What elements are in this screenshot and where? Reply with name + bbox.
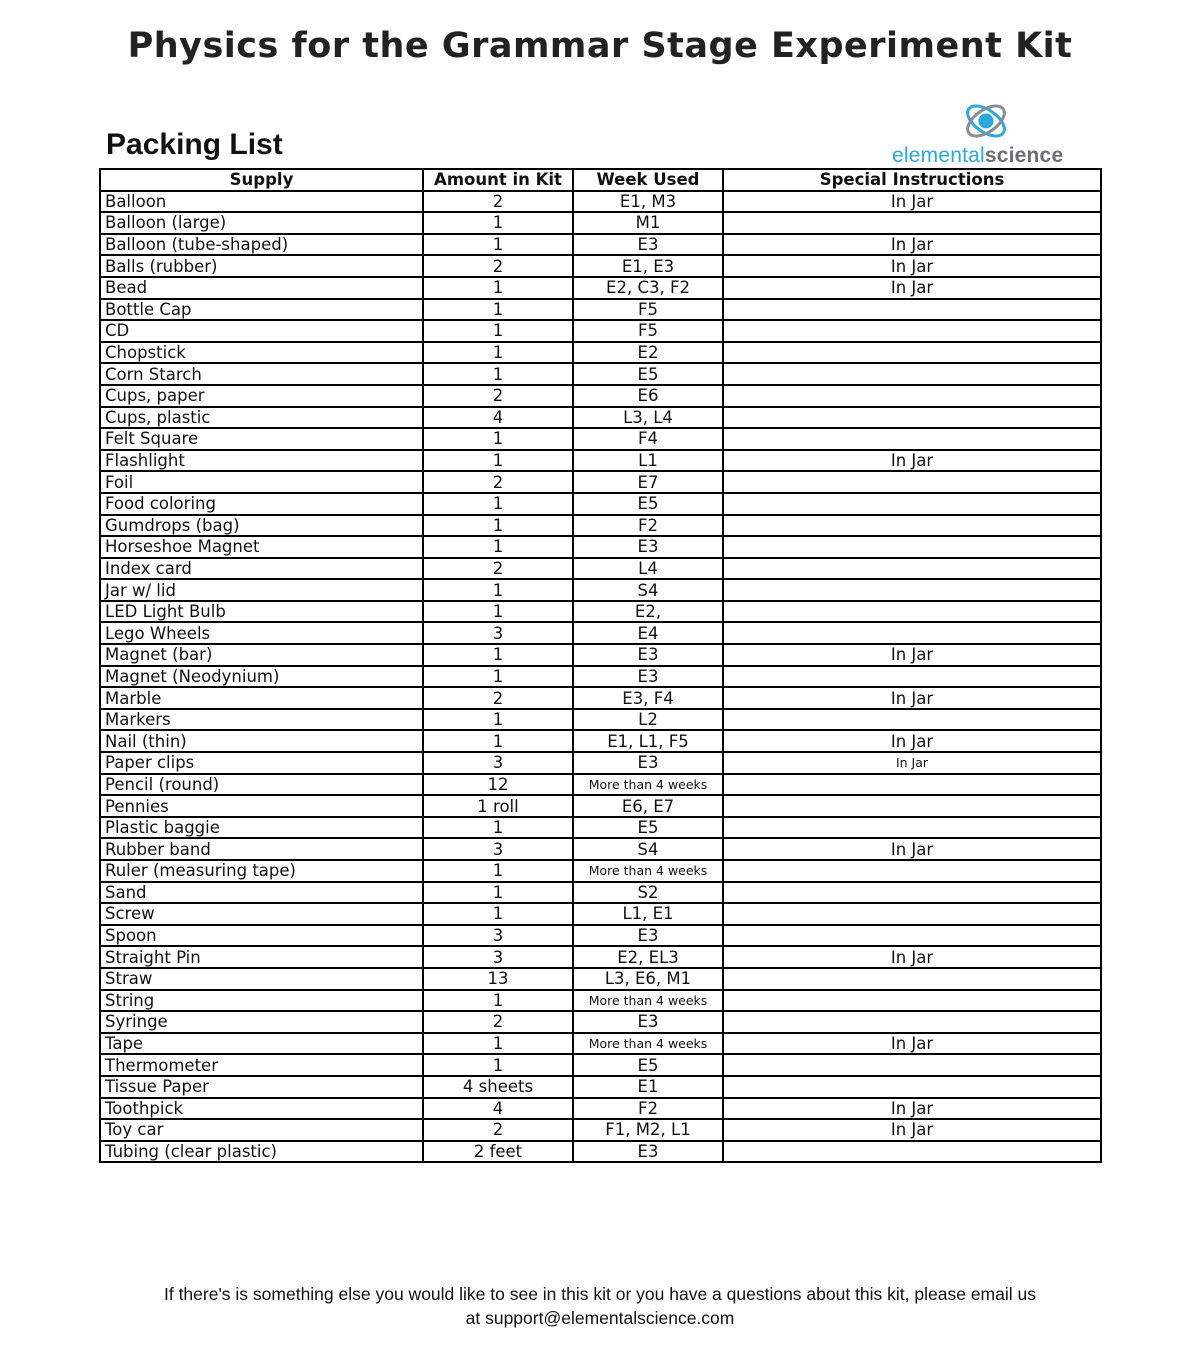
supply-cell: Bead — [100, 277, 423, 299]
amount-cell: 2 — [423, 191, 573, 213]
supply-cell: Balloon (large) — [100, 212, 423, 234]
supply-cell: Magnet (Neodynium) — [100, 666, 423, 688]
instructions-cell: In Jar — [723, 1119, 1101, 1141]
supply-cell: CD — [100, 320, 423, 342]
amount-cell: 13 — [423, 968, 573, 990]
week-cell: F1, M2, L1 — [573, 1119, 723, 1141]
week-cell: L3, L4 — [573, 407, 723, 429]
week-cell: F5 — [573, 320, 723, 342]
week-cell: E3 — [573, 644, 723, 666]
supply-cell: Plastic baggie — [100, 817, 423, 839]
week-cell: M1 — [573, 212, 723, 234]
week-cell: E5 — [573, 817, 723, 839]
instructions-cell — [723, 709, 1101, 731]
instructions-cell: In Jar — [723, 730, 1101, 752]
instructions-cell — [723, 363, 1101, 385]
amount-cell: 3 — [423, 622, 573, 644]
instructions-cell — [723, 299, 1101, 321]
week-cell: E6, E7 — [573, 795, 723, 817]
supply-cell: Markers — [100, 709, 423, 731]
instructions-cell — [723, 212, 1101, 234]
instructions-cell: In Jar — [723, 255, 1101, 277]
table-row — [100, 990, 1101, 1012]
amount-cell: 1 — [423, 234, 573, 256]
week-cell: F5 — [573, 299, 723, 321]
logo-wordmark — [892, 144, 1063, 168]
table-row — [100, 536, 1101, 558]
amount-cell: 2 — [423, 255, 573, 277]
week-cell: E1, E3 — [573, 255, 723, 277]
amount-cell: 2 feet — [423, 1141, 573, 1163]
instructions-cell — [723, 666, 1101, 688]
amount-cell: 2 — [423, 558, 573, 580]
week-cell: E2, — [573, 601, 723, 623]
week-cell: E5 — [573, 493, 723, 515]
supply-cell: Cups, plastic — [100, 407, 423, 429]
supply-cell: Balls (rubber) — [100, 255, 423, 277]
supply-cell: Cups, paper — [100, 385, 423, 407]
table-row — [100, 817, 1101, 839]
amount-cell: 2 — [423, 385, 573, 407]
page-title: Physics for the Grammar Stage Experiment Kit — [127, 26, 1073, 66]
week-cell: E5 — [573, 363, 723, 385]
supply-cell: Ruler (measuring tape) — [100, 860, 423, 882]
supply-cell: Index card — [100, 558, 423, 580]
week-cell: E3, F4 — [573, 687, 723, 709]
amount-cell: 1 — [423, 299, 573, 321]
table-row — [100, 579, 1101, 601]
table-row — [100, 320, 1101, 342]
supply-cell: Nail (thin) — [100, 730, 423, 752]
supply-cell: Foil — [100, 471, 423, 493]
supply-cell: Gumdrops (bag) — [100, 515, 423, 537]
week-cell: E2 — [573, 342, 723, 364]
supply-cell: Syringe — [100, 1011, 423, 1033]
amount-cell: 1 — [423, 644, 573, 666]
table-row — [100, 1119, 1101, 1141]
amount-cell: 1 — [423, 817, 573, 839]
table-row — [100, 860, 1101, 882]
instructions-cell — [723, 536, 1101, 558]
week-cell: F2 — [573, 515, 723, 537]
amount-cell: 1 — [423, 450, 573, 472]
instructions-cell — [723, 407, 1101, 429]
amount-cell: 1 — [423, 1033, 573, 1055]
supply-cell: Horseshoe Magnet — [100, 536, 423, 558]
instructions-cell — [723, 882, 1101, 904]
table-row — [100, 601, 1101, 623]
amount-cell: 1 — [423, 277, 573, 299]
instructions-cell: In Jar — [723, 752, 1101, 774]
instructions-cell — [723, 320, 1101, 342]
table-row — [100, 515, 1101, 537]
week-cell: More than 4 weeks — [573, 990, 723, 1012]
amount-cell: 1 — [423, 990, 573, 1012]
amount-cell: 1 — [423, 579, 573, 601]
week-cell: E1 — [573, 1076, 723, 1098]
logo-text-elemental: elemental — [892, 144, 985, 167]
table-row — [100, 882, 1101, 904]
table-row — [100, 1011, 1101, 1033]
instructions-cell — [723, 1054, 1101, 1076]
table-row — [100, 730, 1101, 752]
instructions-cell — [723, 1141, 1101, 1163]
table-row — [100, 968, 1101, 990]
instructions-cell — [723, 817, 1101, 839]
instructions-cell — [723, 990, 1101, 1012]
supply-cell: Pencil (round) — [100, 774, 423, 796]
table-row — [100, 752, 1101, 774]
amount-cell: 1 — [423, 709, 573, 731]
instructions-cell — [723, 860, 1101, 882]
table-row — [100, 363, 1101, 385]
supply-cell: Paper clips — [100, 752, 423, 774]
week-cell: More than 4 weeks — [573, 774, 723, 796]
instructions-cell: In Jar — [723, 838, 1101, 860]
supply-cell: Marble — [100, 687, 423, 709]
header-week: Week Used — [573, 169, 723, 191]
table-row — [100, 212, 1101, 234]
table-row — [100, 234, 1101, 256]
table-row — [100, 255, 1101, 277]
instructions-cell — [723, 601, 1101, 623]
amount-cell: 2 — [423, 687, 573, 709]
amount-cell: 4 sheets — [423, 1076, 573, 1098]
week-cell: E5 — [573, 1054, 723, 1076]
supply-cell: Toy car — [100, 1119, 423, 1141]
table-row — [100, 1033, 1101, 1055]
week-cell: E1, L1, F5 — [573, 730, 723, 752]
supply-cell: Rubber band — [100, 838, 423, 860]
table-row — [100, 471, 1101, 493]
supply-cell: Jar w/ lid — [100, 579, 423, 601]
week-cell: More than 4 weeks — [573, 1033, 723, 1055]
amount-cell: 3 — [423, 752, 573, 774]
week-cell: E3 — [573, 1011, 723, 1033]
table-row — [100, 946, 1101, 968]
amount-cell: 1 roll — [423, 795, 573, 817]
amount-cell: 1 — [423, 515, 573, 537]
week-cell: E2, EL3 — [573, 946, 723, 968]
amount-cell: 1 — [423, 601, 573, 623]
amount-cell: 4 — [423, 407, 573, 429]
week-cell: E3 — [573, 1141, 723, 1163]
week-cell: E3 — [573, 536, 723, 558]
instructions-cell: In Jar — [723, 644, 1101, 666]
supply-cell: Tissue Paper — [100, 1076, 423, 1098]
week-cell: E3 — [573, 666, 723, 688]
supply-cell: Food coloring — [100, 493, 423, 515]
instructions-cell — [723, 428, 1101, 450]
amount-cell: 2 — [423, 1011, 573, 1033]
supply-cell: Toothpick — [100, 1098, 423, 1120]
supply-cell: Spoon — [100, 925, 423, 947]
supply-cell: Screw — [100, 903, 423, 925]
header-supply: Supply — [100, 169, 423, 191]
logo-text-science: science — [984, 144, 1064, 167]
table-row — [100, 385, 1101, 407]
amount-cell: 1 — [423, 730, 573, 752]
week-cell: F2 — [573, 1098, 723, 1120]
supply-cell: Straw — [100, 968, 423, 990]
atom-icon — [954, 96, 1018, 146]
amount-cell: 2 — [423, 471, 573, 493]
supply-cell: Bottle Cap — [100, 299, 423, 321]
table-row — [100, 622, 1101, 644]
amount-cell: 12 — [423, 774, 573, 796]
week-cell: E1, M3 — [573, 191, 723, 213]
amount-cell: 1 — [423, 212, 573, 234]
week-cell: More than 4 weeks — [573, 860, 723, 882]
week-cell: F4 — [573, 428, 723, 450]
instructions-cell — [723, 903, 1101, 925]
supply-cell: Chopstick — [100, 342, 423, 364]
amount-cell: 3 — [423, 838, 573, 860]
week-cell: L1 — [573, 450, 723, 472]
table-row — [100, 687, 1101, 709]
amount-cell: 3 — [423, 925, 573, 947]
instructions-cell: In Jar — [723, 946, 1101, 968]
table-header-row — [100, 169, 1101, 191]
table-row — [100, 450, 1101, 472]
footer-note — [60, 1282, 1140, 1330]
supply-cell: Felt Square — [100, 428, 423, 450]
amount-cell: 1 — [423, 903, 573, 925]
week-cell: L4 — [573, 558, 723, 580]
week-cell: L2 — [573, 709, 723, 731]
logo — [892, 96, 1082, 168]
table-row — [100, 838, 1101, 860]
supply-cell: Magnet (bar) — [100, 644, 423, 666]
instructions-cell: In Jar — [723, 450, 1101, 472]
supply-cell: Thermometer — [100, 1054, 423, 1076]
table-row — [100, 925, 1101, 947]
header-amount: Amount in Kit — [423, 169, 573, 191]
week-cell: S4 — [573, 579, 723, 601]
week-cell: E7 — [573, 471, 723, 493]
supply-cell: Lego Wheels — [100, 622, 423, 644]
week-cell: L3, E6, M1 — [573, 968, 723, 990]
table-row — [100, 1076, 1101, 1098]
table-row — [100, 1141, 1101, 1163]
instructions-cell — [723, 342, 1101, 364]
instructions-cell: In Jar — [723, 1033, 1101, 1055]
table-row — [100, 277, 1101, 299]
header-instructions: Special Instructions — [723, 169, 1101, 191]
instructions-cell — [723, 774, 1101, 796]
instructions-cell — [723, 385, 1101, 407]
amount-cell: 1 — [423, 536, 573, 558]
table-row — [100, 1098, 1101, 1120]
amount-cell: 2 — [423, 1119, 573, 1141]
instructions-cell — [723, 579, 1101, 601]
instructions-cell — [723, 968, 1101, 990]
week-cell: E3 — [573, 234, 723, 256]
instructions-cell — [723, 622, 1101, 644]
instructions-cell — [723, 558, 1101, 580]
week-cell: E3 — [573, 925, 723, 947]
table-row — [100, 774, 1101, 796]
amount-cell: 4 — [423, 1098, 573, 1120]
instructions-cell: In Jar — [723, 191, 1101, 213]
amount-cell: 1 — [423, 882, 573, 904]
footer-line-2: at support@elementalscience.com — [465, 1308, 735, 1328]
supply-cell: LED Light Bulb — [100, 601, 423, 623]
instructions-cell — [723, 925, 1101, 947]
instructions-cell — [723, 795, 1101, 817]
instructions-cell — [723, 1076, 1101, 1098]
table-row — [100, 299, 1101, 321]
week-cell: E2, C3, F2 — [573, 277, 723, 299]
amount-cell: 1 — [423, 320, 573, 342]
table-row — [100, 191, 1101, 213]
table-row — [100, 493, 1101, 515]
instructions-cell — [723, 515, 1101, 537]
week-cell: L1, E1 — [573, 903, 723, 925]
table-body — [100, 191, 1101, 1163]
supply-cell: Pennies — [100, 795, 423, 817]
week-cell: E3 — [573, 752, 723, 774]
amount-cell: 1 — [423, 342, 573, 364]
week-cell: S4 — [573, 838, 723, 860]
packing-list-heading: Packing List — [106, 128, 283, 161]
table-row — [100, 666, 1101, 688]
table-row — [100, 644, 1101, 666]
table-row — [100, 1054, 1101, 1076]
supply-cell: Tape — [100, 1033, 423, 1055]
instructions-cell: In Jar — [723, 1098, 1101, 1120]
amount-cell: 1 — [423, 860, 573, 882]
amount-cell: 1 — [423, 428, 573, 450]
table-row — [100, 342, 1101, 364]
table-row — [100, 795, 1101, 817]
table-row — [100, 558, 1101, 580]
amount-cell: 1 — [423, 363, 573, 385]
supply-cell: String — [100, 990, 423, 1012]
supply-cell: Straight Pin — [100, 946, 423, 968]
supply-cell: Balloon — [100, 191, 423, 213]
week-cell: S2 — [573, 882, 723, 904]
supply-cell: Tubing (clear plastic) — [100, 1141, 423, 1163]
week-cell: E6 — [573, 385, 723, 407]
instructions-cell — [723, 471, 1101, 493]
instructions-cell — [723, 1011, 1101, 1033]
packing-list-table — [99, 168, 1102, 1163]
instructions-cell: In Jar — [723, 234, 1101, 256]
amount-cell: 3 — [423, 946, 573, 968]
amount-cell: 1 — [423, 666, 573, 688]
amount-cell: 1 — [423, 1054, 573, 1076]
instructions-cell: In Jar — [723, 277, 1101, 299]
supply-cell: Sand — [100, 882, 423, 904]
supply-cell: Corn Starch — [100, 363, 423, 385]
table-row — [100, 407, 1101, 429]
supply-cell: Flashlight — [100, 450, 423, 472]
table-row — [100, 903, 1101, 925]
table-row — [100, 709, 1101, 731]
instructions-cell — [723, 493, 1101, 515]
supply-cell: Balloon (tube-shaped) — [100, 234, 423, 256]
table-row — [100, 428, 1101, 450]
week-cell: E4 — [573, 622, 723, 644]
footer-line-1: If there's is something else you would like to see in this kit or you have a questions about this kit, please email us — [163, 1284, 1036, 1304]
instructions-cell: In Jar — [723, 687, 1101, 709]
amount-cell: 1 — [423, 493, 573, 515]
